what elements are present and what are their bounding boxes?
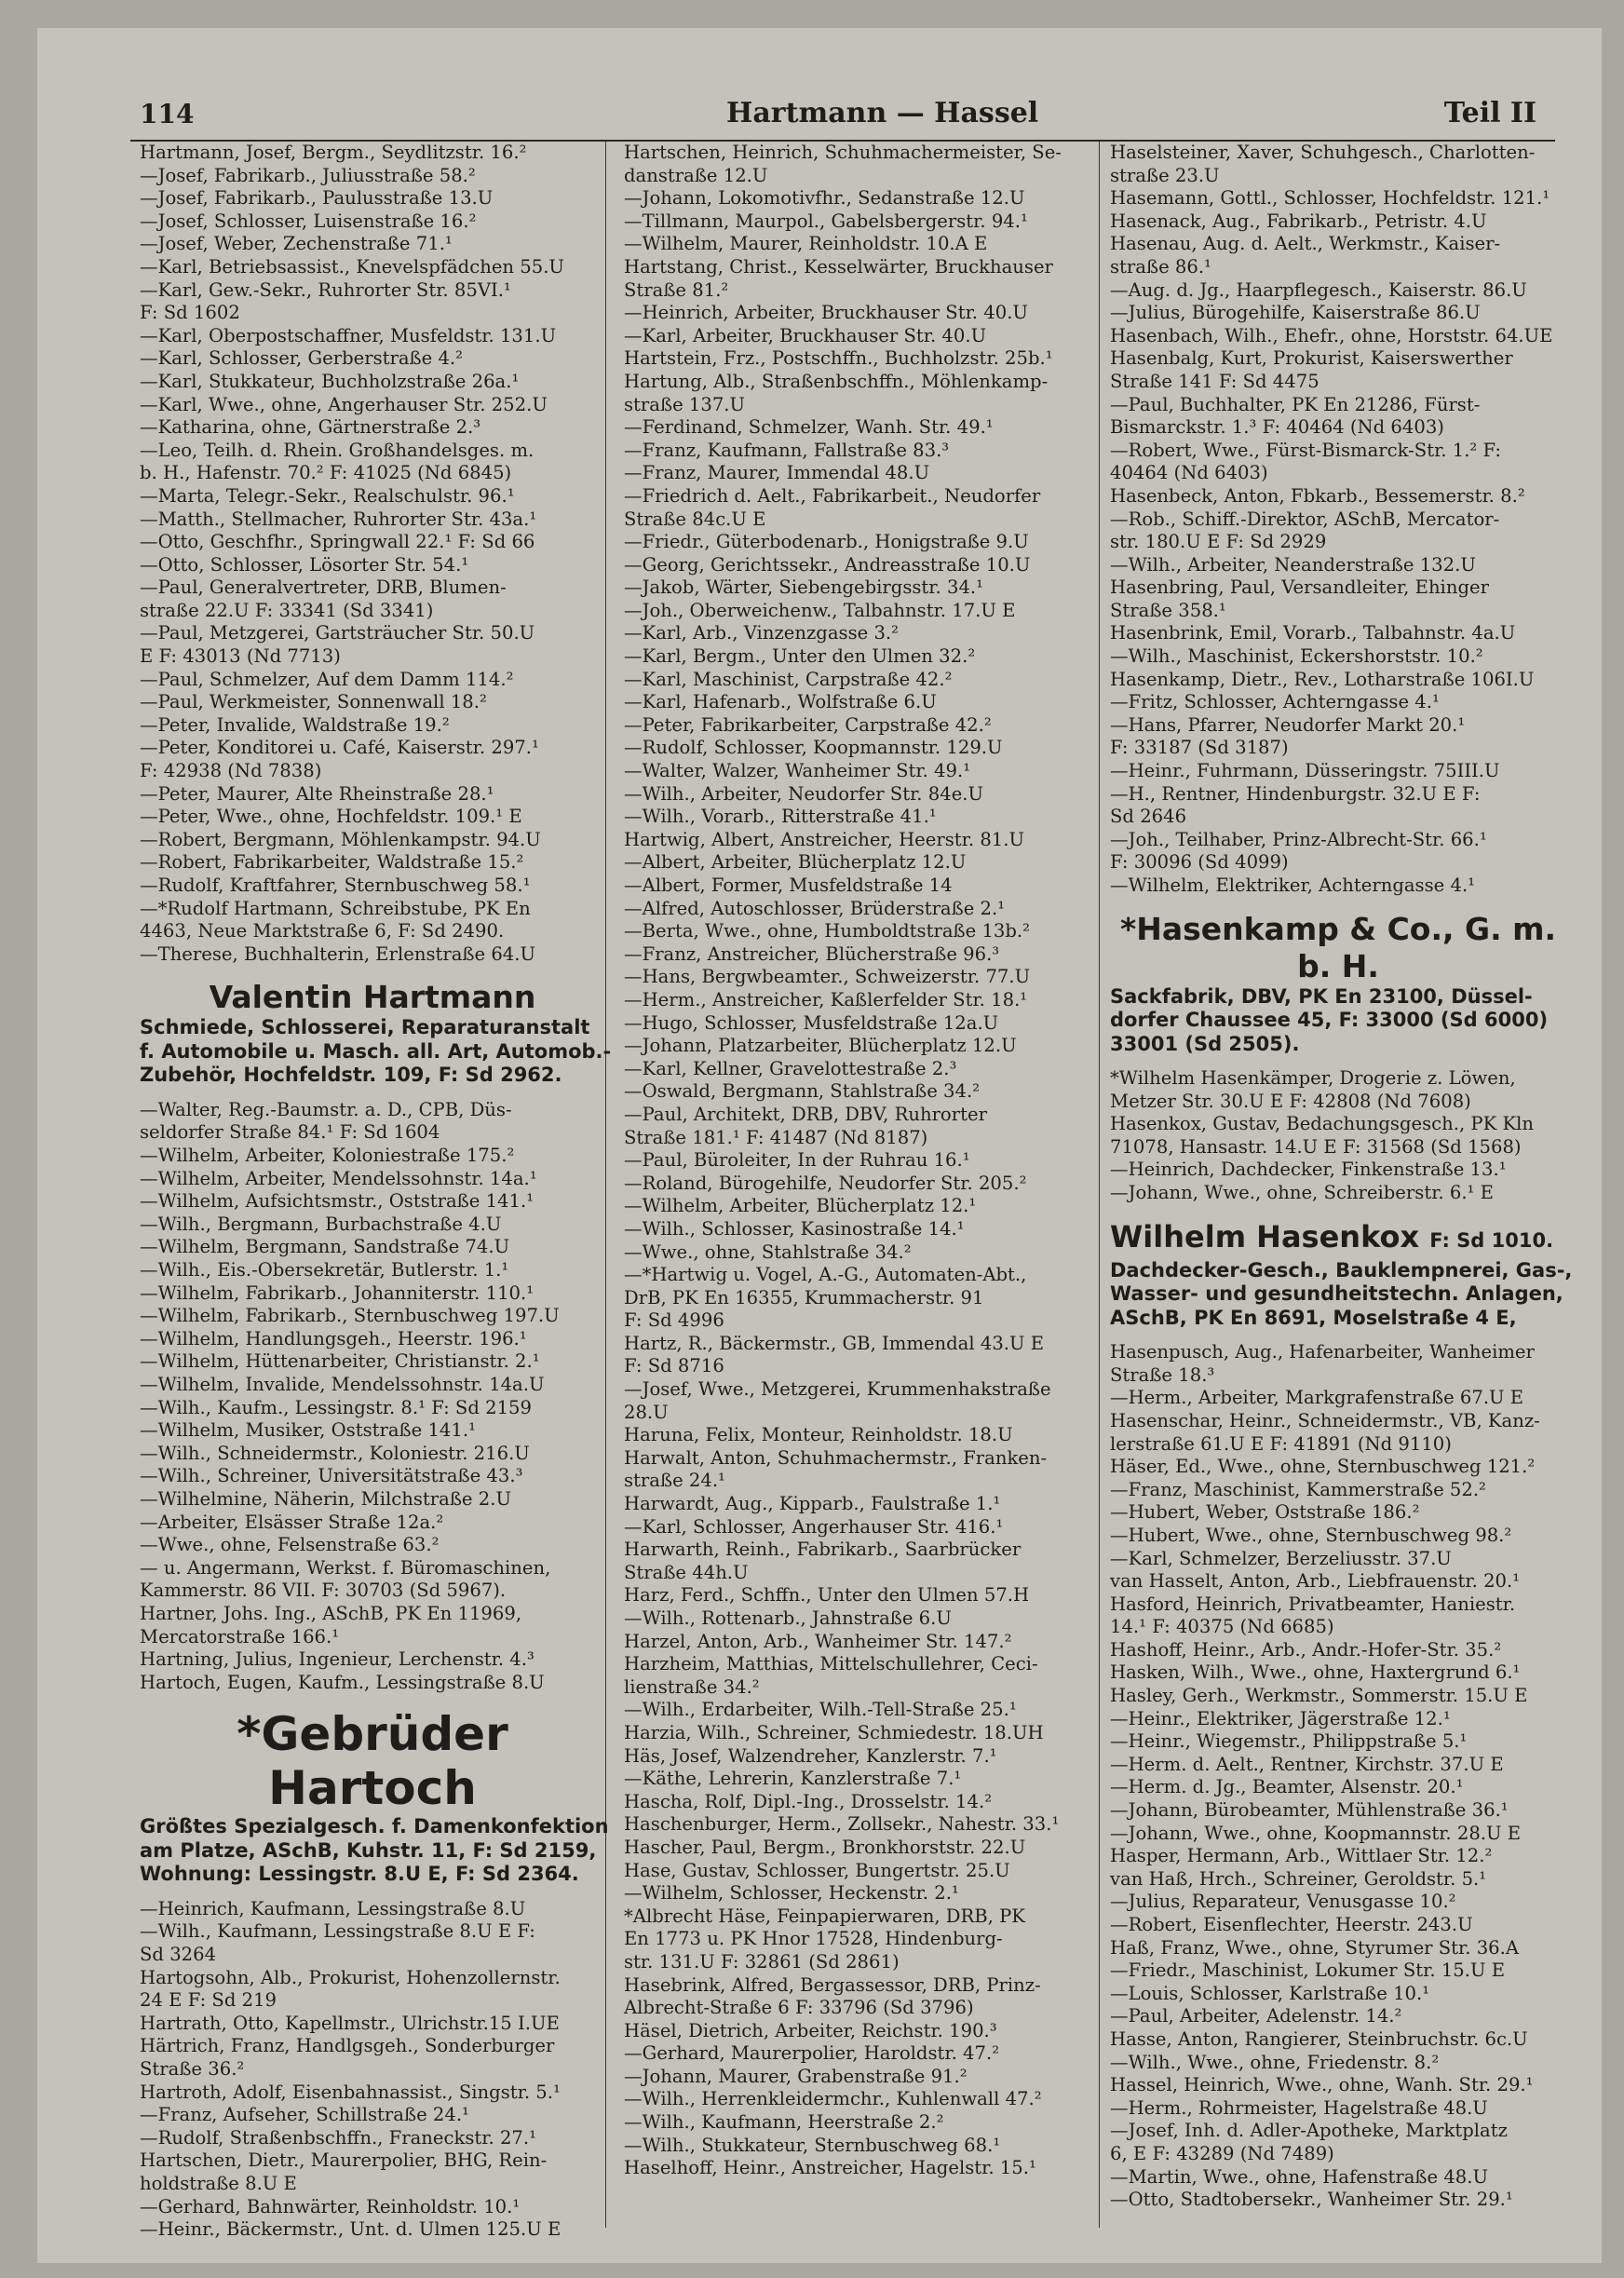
directory-entry: —Wilh., Maschinist, Eckershorststr. 10.²: [1110, 645, 1483, 668]
directory-entry: lienstraße 34.²: [624, 1675, 760, 1698]
directory-entry: —Wilhelm, Fabrikarb., Johanniterstr. 110.¹: [140, 1281, 535, 1304]
directory-entry: —Karl, Arb., Vinzenzgasse 3.²: [624, 622, 900, 644]
directory-entry: —Peter, Wwe., ohne, Hochfeldstr. 109.¹ E: [140, 806, 522, 828]
directory-entry: lerstraße 61.U E F: 41891 (Nd 9110): [1110, 1432, 1452, 1455]
directory-entry: —Hubert, Weber, Oststraße 186.²: [1110, 1501, 1420, 1524]
directory-entry: —Wilh., Wwe., ohne, Friedenstr. 8.²: [1110, 2051, 1440, 2073]
ad-valentin-hartmann: [140, 979, 612, 1088]
directory-entry: —Wilhelm, Handlungsgeh., Heerstr. 196.¹: [140, 1327, 527, 1349]
directory-entry: —Alfred, Autoschlosser, Brüderstraße 2.¹: [624, 897, 1006, 919]
directory-entry: E F: 43013 (Nd 7713): [140, 645, 341, 668]
directory-entry: —Heinr., Bäckermstr., Unt. d. Ulmen 125.U E: [140, 2218, 562, 2241]
directory-entry: —Heinr., Fuhrmann, Düsseringstr. 75III.U: [1110, 760, 1500, 782]
directory-entry: —Otto, Schlosser, Lösorter Str. 54.¹: [140, 553, 469, 576]
directory-entry: —Oswald, Bergmann, Stahlstraße 34.²: [624, 1080, 981, 1103]
directory-entry: —Wwe., ohne, Stahlstraße 34.²: [624, 1241, 912, 1263]
directory-entry: Hartrath, Otto, Kapellmstr., Ulrichstr.15 I.UE: [140, 2012, 560, 2034]
directory-entry: —Hans, Pfarrer, Neudorfer Markt 20.¹: [1110, 713, 1466, 736]
ad-title: *Hasenkamp & Co., G. m. b. H.: [1119, 910, 1557, 984]
directory-entry: —Wilh., Schreiner, Universitätstraße 43.³: [140, 1465, 523, 1487]
directory-entry: —H., Rentner, Hindenburgstr. 32.U E F:: [1110, 782, 1481, 805]
directory-entry: 24 E F: Sd 219: [140, 1989, 277, 2012]
directory-entry: straße 137.U: [624, 393, 746, 415]
directory-entry: —Georg, Gerichtssekr., Andreasstraße 10.U: [624, 553, 1031, 576]
directory-entry: Haruna, Felix, Monteur, Reinholdstr. 18.U: [624, 1424, 1013, 1446]
ad-hasenkamp: [1110, 911, 1566, 1057]
directory-entry: —Wilh., Kaufmann, Lessingstraße 8.U E F:: [140, 1920, 535, 1943]
entries-group-5: [1110, 142, 1566, 898]
ad-line: Größtes Spezialgesch. f. Damenkonfektion: [140, 1815, 609, 1838]
directory-entry: Sd 3264: [140, 1944, 217, 1965]
directory-entry: —Wilhelm, Schlosser, Heckenstr. 2.¹: [624, 1882, 959, 1905]
directory-entry: —Paul, Werkmeister, Sonnenwall 18.²: [140, 691, 487, 713]
directory-entry: —Karl, Schlosser, Angerhauser Str. 416.¹: [624, 1515, 1004, 1538]
directory-entry: —Käthe, Lehrerin, Kanzlerstraße 7.¹: [624, 1768, 962, 1790]
running-title: Hartmann — Hassel: [726, 97, 1039, 129]
directory-entry: —Paul, Generalvertreter, DRB, Blumen-: [140, 576, 507, 599]
ad-line: dorfer Chaussee 45, F: 33000 (Sd 6000): [1110, 1009, 1549, 1032]
directory-entry: Straße 141 F: Sd 4475: [1110, 370, 1320, 392]
directory-entry: —Albert, Arbeiter, Blücherplatz 12.U: [624, 851, 967, 874]
directory-entry: —Friedrich d. Aelt., Fabrikarbeit., Neudorfer: [624, 484, 1041, 507]
directory-entry: straße 23.U: [1110, 164, 1220, 186]
ad-wilhelm-hasenkox: [1110, 1218, 1573, 1331]
directory-entry: —Franz, Aufseher, Schillstraße 24.¹: [140, 2104, 469, 2126]
directory-entry: —Wilh., Arbeiter, Neudorfer Str. 84e.U: [624, 782, 984, 805]
directory-entry: Hartstang, Christ., Kesselwärter, Bruckhauser: [624, 255, 1053, 278]
directory-entry: —Johann, Bürobeamter, Mühlenstraße 36.¹: [1110, 1799, 1509, 1822]
directory-entry: —Matth., Stellmacher, Ruhrorter Str. 43a.¹: [140, 508, 537, 530]
directory-entry: Hasley, Gerh., Werkmstr., Sommerstr. 15.U E: [1110, 1685, 1528, 1707]
entries-group-7: [1110, 1341, 1566, 2212]
directory-entry: —Wilhelm, Hüttenarbeiter, Christianstr. 2.¹: [140, 1350, 540, 1373]
column-2: [624, 142, 1100, 2228]
directory-entry: —Peter, Maurer, Alte Rheinstraße 28.¹: [140, 782, 494, 805]
directory-entry: Hartschen, Dietr., Maurerpolier, BHG, Rein-: [140, 2149, 548, 2172]
directory-entry: Hasemann, Gottl., Schlosser, Hochfeldstr. 121.¹: [1110, 187, 1550, 210]
directory-entry: Hasken, Wilh., Wwe., ohne, Haxtergrund 6.¹: [1110, 1661, 1521, 1684]
directory-entry: Harzel, Anton, Arb., Wanheimer Str. 147.²: [624, 1630, 1012, 1652]
directory-entry: Straße 84c.U E: [624, 508, 766, 530]
directory-entry: *Wilhelm Hasenkämper, Drogerie z. Löwen,: [1110, 1067, 1516, 1090]
directory-entry: —Robert, Eisenflechter, Heerstr. 243.U: [1110, 1914, 1473, 1935]
ad-line: Wohnung: Lessingstr. 8.U E, F: Sd 2364.: [140, 1863, 579, 1886]
directory-entry: —Tillmann, Maurpol., Gabelsbergerstr. 94.¹: [624, 210, 1028, 232]
directory-entry: —Robert, Fabrikarbeiter, Waldstraße 15.²: [140, 851, 524, 874]
directory-entry: —Johann, Maurer, Grabenstraße 91.²: [624, 2065, 968, 2087]
directory-entry: Hasenbeck, Anton, Fbkarb., Bessemerstr. 8.²: [1110, 484, 1525, 507]
directory-entry: —Herm., Rohrmeister, Hagelstraße 48.U: [1110, 2096, 1488, 2119]
directory-entry: —Louis, Schlosser, Karlstraße 10.¹: [1110, 1982, 1430, 2004]
directory-entry: Haselhoff, Heinr., Anstreicher, Hagelstr. 15.¹: [624, 2157, 1036, 2179]
directory-entry: Hartogsohn, Alb., Prokurist, Hohenzollernstr.: [140, 1966, 561, 1988]
entries-group-2: [140, 1099, 605, 1694]
directory-entry: 28.U: [624, 1401, 669, 1423]
directory-entry: Hartoch, Eugen, Kaufm., Lessingstraße 8.U: [140, 1671, 545, 1693]
directory-entry: DrB, PK En 16355, Krummacherstr. 91: [624, 1286, 984, 1308]
directory-entry: —Paul, Metzgerei, Gartsträucher Str. 50.U: [140, 622, 535, 644]
directory-entry: —Karl, Wwe., ohne, Angerhauser Str. 252.U: [140, 393, 548, 415]
directory-entry: van Haß, Hrch., Schreiner, Geroldstr. 5.¹: [1110, 1867, 1487, 1890]
directory-entry: Hartung, Alb., Straßenbschffn., Möhlenkamp-: [624, 370, 1049, 392]
directory-entry: —Franz, Maschinist, Kammerstraße 52.²: [1110, 1478, 1486, 1500]
directory-entry: —Paul, Architekt, DRB, DBV, Ruhrorter: [624, 1103, 987, 1125]
directory-entry: —Arbeiter, Elsässer Straße 12a.²: [140, 1511, 444, 1533]
directory-entry: —Hubert, Wwe., ohne, Sternbuschweg 98.²: [1110, 1524, 1512, 1546]
directory-entry: Haselsteiner, Xaver, Schuhgesch., Charlotten-: [1110, 142, 1536, 163]
directory-entry: Harwalt, Anton, Schuhmachermstr., Franken-: [624, 1446, 1048, 1469]
ad-line: Dachdecker-Gesch., Bauklempnerei, Gas-,: [1110, 1258, 1573, 1281]
directory-entry: —Walter, Walzer, Wanheimer Str. 49.¹: [624, 760, 971, 782]
directory-entry: —Joh., Teilhaber, Prinz-Albrecht-Str. 66.¹: [1110, 828, 1487, 850]
directory-entry: Hartwig, Albert, Anstreicher, Heerstr. 81.U: [624, 828, 1024, 850]
directory-entry: —Wilhelm, Arbeiter, Mendelssohnstr. 14a.¹: [140, 1167, 537, 1189]
directory-entry: Harwarth, Reinh., Fabrikarb., Saarbrücker: [624, 1539, 1022, 1561]
directory-entry: —Johann, Wwe., ohne, Koopmannstr. 28.U E: [1110, 1822, 1522, 1844]
directory-entry: Haschenburger, Herm., Zollsekr., Nahestr. 33.¹: [624, 1813, 1060, 1836]
directory-entry: F: 42938 (Nd 7838): [140, 760, 322, 782]
directory-entry: —Gerhard, Bahnwärter, Reinholdstr. 10.¹: [140, 2195, 521, 2217]
directory-entry: —Therese, Buchhalterin, Erlenstraße 64.U: [140, 942, 536, 965]
directory-entry: Hartroth, Adolf, Eisenbahnassist., Singstr. 5.¹: [140, 2081, 561, 2103]
directory-entry: —Rob., Schiff.-Direktor, ASchB, Mercator-: [1110, 508, 1500, 530]
directory-entry: Hartmann, Josef, Bergm., Seydlitzstr. 16.²: [140, 142, 527, 163]
directory-entry: holdstraße 8.U E: [140, 2172, 297, 2194]
entries-group-6: [1110, 1067, 1566, 1205]
directory-entry: —Wilh., Kaufmann, Heerstraße 2.²: [624, 2111, 944, 2134]
directory-entry: —Rudolf, Schlosser, Koopmannstr. 129.U: [624, 737, 1003, 759]
directory-entry: —Karl, Schmelzer, Berzeliusstr. 37.U: [1110, 1547, 1452, 1569]
directory-entry: Hartschen, Heinrich, Schuhmachermeister, Se-: [624, 142, 1062, 163]
ad-text: [1110, 1258, 1573, 1331]
directory-entry: —Robert, Bergmann, Möhlenkampstr. 94.U: [140, 828, 541, 850]
directory-entry: b. H., Hafenstr. 70.² F: 41025 (Nd 6845): [140, 462, 512, 484]
directory-entry: —Karl, Maschinist, Carpstraße 42.²: [624, 668, 953, 690]
directory-entry: —Karl, Bergm., Unter den Ulmen 32.²: [624, 645, 976, 668]
directory-entry: —Peter, Invalide, Waldstraße 19.²: [140, 713, 450, 736]
directory-entry: —Josef, Fabrikarb., Juliusstraße 58.²: [140, 164, 476, 186]
column-1: [140, 142, 612, 2241]
directory-entry: Hasenpusch, Aug., Hafenarbeiter, Wanheimer: [1110, 1341, 1535, 1363]
directory-entry: Straße 36.²: [140, 2057, 245, 2080]
directory-entry: —Fritz, Schlosser, Achterngasse 4.¹: [1110, 691, 1440, 713]
directory-entry: —Karl, Schlosser, Gerberstraße 4.²: [140, 347, 464, 370]
directory-entry: —Johann, Platzarbeiter, Blücherplatz 12.U: [624, 1035, 1017, 1057]
directory-entry: —Wilhelm, Elektriker, Achterngasse 4.¹: [1110, 875, 1476, 896]
directory-entry: Hasenkox, Gustav, Bedachungsgesch., PK Kln: [1110, 1113, 1534, 1135]
ad-gebrueder-hartoch: [140, 1707, 609, 1887]
directory-entry: Hasford, Heinrich, Privatbeamter, Haniestr.: [1110, 1593, 1516, 1615]
directory-entry: —Wilh., Stukkateur, Sternbuschweg 68.¹: [624, 2134, 1001, 2156]
directory-entry: Straße 181.¹ F: 41487 (Nd 8187): [624, 1126, 928, 1148]
directory-entry: —Herm., Anstreicher, Kaßlerfelder Str. 18.¹: [624, 988, 1028, 1010]
directory-entry: —Otto, Stadtobersekr., Wanheimer Str. 29.¹: [1110, 2189, 1513, 2211]
directory-entry: Hassel, Heinrich, Wwe., ohne, Wanh. Str. 29.¹: [1110, 2074, 1534, 2096]
directory-entry: —Wilh., Vorarb., Ritterstraße 41.¹: [624, 806, 937, 828]
directory-entry: —Roland, Bürogehilfe, Neudorfer Str. 205.²: [624, 1172, 1027, 1194]
directory-entry: Hartner, Johs. Ing., ASchB, PK En 11969,: [140, 1602, 522, 1624]
directory-entry: straße 86.¹: [1110, 255, 1211, 278]
directory-entry: —Wilh., Herrenkleidermchr., Kuhlenwall 47.²: [624, 2088, 1042, 2110]
directory-entry: —Friedr., Güterbodenarb., Honigstraße 9.U: [624, 531, 1029, 553]
directory-entry: —Jakob, Wärter, Siebengebirgsstr. 34.¹: [624, 576, 983, 599]
directory-entry: —Karl, Arbeiter, Bruckhauser Str. 40.U: [624, 324, 987, 346]
directory-entry: straße 24.¹: [624, 1470, 725, 1492]
directory-entry: F: 33187 (Sd 3187): [1110, 737, 1289, 759]
directory-entry: —Josef, Weber, Zechenstraße 71.¹: [140, 233, 453, 255]
directory-entry: —Wilh., Eis.-Obersekretär, Butlerstr. 1.¹: [140, 1259, 509, 1281]
ad-phone: F: Sd 1010.: [1429, 1228, 1554, 1252]
ad-title: Valentin Hartmann: [209, 979, 536, 1016]
directory-entry: 14.¹ F: 40375 (Nd 6685): [1110, 1616, 1334, 1638]
directory-entry: 71078, Hansastr. 14.U E F: 31568 (Sd 1568): [1110, 1135, 1522, 1158]
directory-entry: —Josef, Fabrikarb., Paulusstraße 13.U: [140, 187, 494, 210]
directory-entry: — u. Angermann, Werkst. f. Büromaschinen,: [140, 1556, 551, 1579]
ad-text: [1110, 985, 1566, 1057]
directory-entry: —Wilhelm, Invalide, Mendelssohnstr. 14a.U: [140, 1374, 545, 1395]
ad-line: 33001 (Sd 2505).: [1110, 1032, 1300, 1055]
directory-entry: —Wilh., Rottenarb., Jahnstraße 6.U: [624, 1607, 952, 1629]
directory-entry: —Karl, Betriebsassist., Knevelspfädchen 55.U: [140, 255, 564, 278]
directory-entry: —Rudolf, Straßenbschffn., Franeckstr. 27.¹: [140, 2126, 536, 2149]
directory-entry: Harwardt, Aug., Kipparb., Faulstraße 1.¹: [624, 1493, 1001, 1515]
directory-entry: —Karl, Hafenarb., Wolfstraße 6.U: [624, 691, 937, 713]
directory-entry: Hasenschar, Heinr., Schneidermstr., VB, Kanz-: [1110, 1409, 1540, 1431]
directory-entry: —Karl, Kellner, Gravelottestraße 2.³: [624, 1057, 957, 1079]
directory-entry: —Leo, Teilh. d. Rhein. Großhandelsges. m.: [140, 439, 535, 461]
directory-entry: —Joh., Oberweichenw., Talbahnstr. 17.U E: [624, 599, 1016, 621]
directory-entry: —Martin, Wwe., ohne, Hafenstraße 48.U: [1110, 2165, 1488, 2188]
directory-entry: —Karl, Gew.-Sekr., Ruhrorter Str. 85VI.¹: [140, 278, 511, 301]
directory-entry: —Katharina, ohne, Gärtnerstraße 2.³: [140, 416, 481, 439]
directory-entry: —Wilhelm, Fabrikarb., Sternbuschweg 197.U: [140, 1305, 560, 1327]
directory-entry: En 1773 u. PK Hnor 17528, Hindenburg-: [624, 1928, 1003, 1950]
directory-entry: 4463, Neue Marktstraße 6, F: Sd 2490.: [140, 920, 505, 942]
directory-entry: Hashoff, Heinr., Arb., Andr.-Hofer-Str. 35.²: [1110, 1638, 1502, 1661]
directory-entry: —Hugo, Schlosser, Musfeldstraße 12a.U: [624, 1011, 999, 1034]
directory-entry: *Albrecht Häse, Feinpapierwaren, DRB, PK: [624, 1905, 1025, 1927]
directory-entry: Hartning, Julius, Ingenieur, Lerchenstr. 4.³: [140, 1648, 535, 1671]
directory-entry: Bismarckstr. 1.³ F: 40464 (Nd 6403): [1110, 416, 1444, 439]
directory-entry: —Wilhelm, Arbeiter, Koloniestraße 175.²: [140, 1145, 515, 1167]
ad-title: *Gebrüder Hartoch: [237, 1707, 508, 1816]
directory-entry: Hasenkamp, Dietr., Rev., Lotharstraße 106I.U: [1110, 668, 1535, 690]
directory-entry: Albrecht-Straße 6 F: 33796 (Sd 3796): [624, 1997, 974, 2019]
part-label: Teil II: [1443, 97, 1536, 129]
directory-entry: Haß, Franz, Wwe., ohne, Styrumer Str. 36.A: [1110, 1936, 1520, 1959]
directory-entry: —Ferdinand, Schmelzer, Wanh. Str. 49.¹: [624, 416, 994, 439]
directory-entry: —Wilhelm, Musiker, Oststraße 141.¹: [140, 1419, 476, 1442]
directory-entry: Kammerstr. 86 VII. F: 30703 (Sd 5967).: [140, 1580, 507, 1602]
entries-group-4: [624, 142, 1099, 2180]
directory-entry: —Albert, Former, Musfeldstraße 14: [624, 875, 953, 896]
ad-title: [1110, 1218, 1566, 1259]
directory-entry: Harzheim, Matthias, Mittelschullehrer, Ceci-: [624, 1653, 1038, 1675]
directory-entry: str. 131.U F: 32861 (Sd 2861): [624, 1950, 900, 1973]
directory-entry: Häs, Josef, Walzendreher, Kanzlerstr. 7.¹: [624, 1744, 997, 1767]
directory-entry: —Josef, Inh. d. Adler-Apotheke, Marktplatz: [1110, 2120, 1508, 2142]
directory-entry: Häser, Ed., Wwe., ohne, Sternbuschweg 121.²: [1110, 1456, 1536, 1478]
directory-entry: —Heinr., Elektriker, Jägerstraße 12.¹: [1110, 1707, 1451, 1729]
directory-entry: —Wilh., Arbeiter, Neanderstraße 132.U: [1110, 553, 1476, 576]
directory-entry: —Julius, Bürogehilfe, Kaiserstraße 86.U: [1110, 302, 1481, 324]
directory-entry: Hascha, Rolf, Dipl.-Ing., Drosselstr. 14.²: [624, 1790, 993, 1812]
directory-entry: Hasenbalg, Kurt, Prokurist, Kaiserswerther: [1110, 347, 1513, 370]
ad-line: ASchB, PK En 8691, Moselstraße 4 E,: [1110, 1306, 1517, 1329]
directory-entry: Mercatorstraße 166.¹: [140, 1625, 340, 1647]
directory-entry: F: 30096 (Sd 4099): [1110, 851, 1289, 874]
directory-entry: F: Sd 4996: [624, 1309, 724, 1332]
directory-entry: —Gerhard, Maurerpolier, Haroldstr. 47.²: [624, 2042, 1000, 2065]
directory-entry: Hasse, Anton, Rangierer, Steinbruchstr. 6c.U: [1110, 2027, 1528, 2050]
directory-entry: —Johann, Wwe., ohne, Schreiberstr. 6.¹ E: [1110, 1182, 1494, 1204]
directory-entry: —Wilh., Bergmann, Burbachstraße 4.U: [140, 1213, 502, 1235]
directory-entry: —Wilhelm, Aufsichtsmstr., Oststraße 141.¹: [140, 1190, 535, 1213]
directory-entry: —Paul, Buchhalter, PK En 21286, Fürst-: [1110, 393, 1481, 415]
ad-line: Zubehör, Hochfeldstr. 109, F: Sd 2962.: [140, 1064, 562, 1087]
directory-entry: —Berta, Wwe., ohne, Humboldtstraße 13b.²: [624, 920, 1030, 942]
directory-entry: Hasenau, Aug. d. Aelt., Werkmstr., Kaiser-: [1110, 233, 1501, 255]
directory-entry: —Herm., Arbeiter, Markgrafenstraße 67.U E: [1110, 1387, 1524, 1409]
directory-entry: Häsel, Dietrich, Arbeiter, Reichstr. 190.³: [624, 2019, 997, 2041]
entries-group-1: [140, 142, 605, 966]
directory-entry: —Herm. d. Jg., Beamter, Alsenstr. 20.¹: [1110, 1776, 1464, 1798]
directory-entry: —Wwe., ohne, Felsenstraße 63.²: [140, 1534, 440, 1556]
directory-entry: —Heinr., Wiegemstr., Philippstraße 5.¹: [1110, 1730, 1468, 1753]
directory-entry: —Robert, Wwe., Fürst-Bismarck-Str. 1.² F:: [1110, 439, 1502, 461]
directory-entry: F: Sd 8716: [624, 1355, 724, 1377]
directory-entry: van Hasselt, Anton, Arb., Liebfrauenstr. 20.¹: [1110, 1570, 1521, 1593]
directory-entry: Hasper, Hermann, Arb., Wittlaer Str. 12.²: [1110, 1845, 1493, 1867]
ad-line: Sackfabrik, DBV, PK En 23100, Düssel-: [1110, 984, 1533, 1008]
directory-entry: —*Rudolf Hartmann, Schreibstube, PK En: [140, 897, 531, 919]
directory-entry: —Wilhelm, Maurer, Reinholdstr. 10.A E: [624, 233, 988, 255]
directory-entry: Harzia, Wilh., Schreiner, Schmiedestr. 18.UH: [624, 1721, 1044, 1743]
directory-entry: F: Sd 1602: [140, 302, 240, 324]
directory-entry: —Peter, Fabrikarbeiter, Carpstraße 42.²: [624, 713, 992, 736]
ad-text: [140, 1815, 609, 1887]
directory-entry: —Paul, Arbeiter, Adelenstr. 14.²: [1110, 2005, 1402, 2027]
ad-line: Schmiede, Schlosserei, Reparaturanstalt: [140, 1016, 590, 1039]
directory-entry: —Franz, Maurer, Immendal 48.U: [624, 462, 930, 484]
ad-line: f. Automobile u. Masch. all. Art, Automob.-: [140, 1039, 612, 1063]
directory-entry: —Marta, Telegr.-Sekr., Realschulstr. 96.¹: [140, 484, 515, 507]
directory-entry: —Karl, Oberpostschaffner, Musfeldstr. 131.U: [140, 324, 557, 346]
column-3: [1110, 142, 1573, 2228]
directory-entry: Hascher, Paul, Bergm., Bronkhorststr. 22.U: [624, 1836, 1026, 1858]
directory-entry: 40464 (Nd 6403): [1110, 462, 1268, 484]
directory-entry: —Walter, Reg.-Baumstr. a. D., CPB, Düs-: [140, 1098, 512, 1120]
directory-entry: —Karl, Stukkateur, Buchholzstraße 26a.¹: [140, 370, 520, 392]
directory-entry: —Johann, Lokomotivfhr., Sedanstraße 12.U: [624, 187, 1025, 210]
directory-entry: —Franz, Anstreicher, Blücherstraße 96.³: [624, 942, 1000, 965]
directory-entry: Straße 81.²: [624, 278, 729, 301]
directory-entry: —Wilh., Schneidermstr., Koloniestr. 216.U: [140, 1442, 530, 1464]
directory-entry: seldorfer Straße 84.¹ F: Sd 1604: [140, 1121, 440, 1144]
ad-text: [140, 1016, 612, 1088]
directory-entry: danstraße 12.U: [624, 164, 768, 186]
directory-entry: —Paul, Schmelzer, Auf dem Damm 114.²: [140, 668, 514, 690]
directory-entry: —Peter, Konditorei u. Café, Kaiserstr. 297.¹: [140, 737, 539, 759]
directory-entry: Sd 2646: [1110, 806, 1187, 828]
directory-entry: Härtrich, Franz, Handlgsgeh., Sonderburger: [140, 2035, 555, 2057]
directory-entry: —Rudolf, Kraftfahrer, Sternbuschweg 58.¹: [140, 875, 531, 896]
directory-entry: —Hans, Bergwbeamter., Schweizerstr. 77.U: [624, 966, 1031, 988]
directory-entry: —Wilhelm, Bergmann, Sandstraße 74.U: [140, 1236, 510, 1258]
directory-entry: —Heinrich, Kaufmann, Lessingstraße 8.U: [140, 1897, 526, 1919]
directory-entry: —Julius, Reparateur, Venusgasse 10.²: [1110, 1891, 1456, 1913]
directory-entry: Straße 44h.U: [624, 1561, 749, 1583]
directory-entry: Hasenbach, Wilh., Ehefr., ohne, Horststr. 64.UE: [1110, 324, 1553, 346]
ad-line: am Platze, ASchB, Kuhstr. 11, F: Sd 2159,: [140, 1838, 597, 1862]
ad-line: Wasser- und gesundheitstechn. Anlagen,: [1110, 1282, 1563, 1306]
page-header: [130, 75, 1555, 142]
directory-entry: —Wilh., Erdarbeiter, Wilh.-Tell-Straße 25.¹: [624, 1699, 1017, 1721]
directory-entry: —Herm. d. Aelt., Rentner, Kirchstr. 37.U E: [1110, 1753, 1504, 1775]
directory-entry: —Heinrich, Dachdecker, Finkenstraße 13.¹: [1110, 1159, 1507, 1181]
directory-entry: Hasebrink, Alfred, Bergassessor, DRB, Prinz-: [624, 1973, 1041, 1996]
directory-entry: —*Hartwig u. Vogel, A.-G., Automaten-Abt.,: [624, 1264, 1027, 1286]
directory-entry: Hartstein, Frz., Postschffn., Buchholzstr. 25b.¹: [624, 347, 1053, 370]
directory-entry: —Wilhelmine, Näherin, Milchstraße 2.U: [140, 1487, 511, 1510]
directory-entry: Metzer Str. 30.U E F: 42808 (Nd 7608): [1110, 1090, 1471, 1112]
directory-entry: —Aug. d. Jg., Haarpflegesch., Kaiserstr. 86.U: [1110, 278, 1527, 301]
entries-group-3: [140, 1898, 605, 2242]
directory-entry: —Franz, Kaufmann, Fallstraße 83.³: [624, 439, 950, 461]
directory-entry: —Friedr., Maschinist, Lokumer Str. 15.U E: [1110, 1959, 1506, 1982]
directory-entry: —Wilh., Kaufm., Lessingstr. 8.¹ F: Sd 2159: [140, 1396, 532, 1418]
directory-entry: Straße 18.³: [1110, 1363, 1215, 1386]
ad-name: Wilhelm Hasenkox: [1110, 1218, 1420, 1254]
directory-entry: —Paul, Büroleiter, In der Ruhrau 16.¹: [624, 1149, 970, 1172]
directory-entry: —Otto, Geschfhr., Springwall 22.¹ F: Sd 66: [140, 531, 535, 553]
directory-entry: —Josef, Wwe., Metzgerei, Krummenhakstraße: [624, 1378, 1051, 1401]
directory-entry: Harz, Ferd., Schffn., Unter den Ulmen 57.H: [624, 1584, 1030, 1607]
directory-entry: —Wilh., Schlosser, Kasinostraße 14.¹: [624, 1217, 965, 1240]
directory-entry: Hasenbrink, Emil, Vorarb., Talbahnstr. 4a.U: [1110, 622, 1516, 644]
directory-entry: str. 180.U E F: Sd 2929: [1110, 531, 1327, 553]
directory-entry: —Heinrich, Arbeiter, Bruckhauser Str. 40.U: [624, 302, 1028, 324]
directory-entry: 6, E F: 43289 (Nd 7489): [1110, 2142, 1334, 2164]
directory-entry: straße 22.U F: 33341 (Sd 3341): [140, 599, 434, 621]
page-number: 114: [140, 99, 195, 129]
directory-entry: Straße 358.¹: [1110, 599, 1226, 621]
directory-entry: —Josef, Schlosser, Luisenstraße 16.²: [140, 210, 477, 232]
directory-entry: Hase, Gustav, Schlosser, Bungertstr. 25.U: [624, 1859, 1010, 1881]
directory-entry: Hartz, R., Bäckermstr., GB, Immendal 43.U E: [624, 1332, 1045, 1354]
directory-entry: Hasenack, Aug., Fabrikarb., Petristr. 4.U: [1110, 210, 1487, 232]
directory-entry: Hasenbring, Paul, Versandleiter, Ehinger: [1110, 576, 1489, 599]
directory-entry: —Wilhelm, Arbeiter, Blücherplatz 12.¹: [624, 1195, 977, 1217]
